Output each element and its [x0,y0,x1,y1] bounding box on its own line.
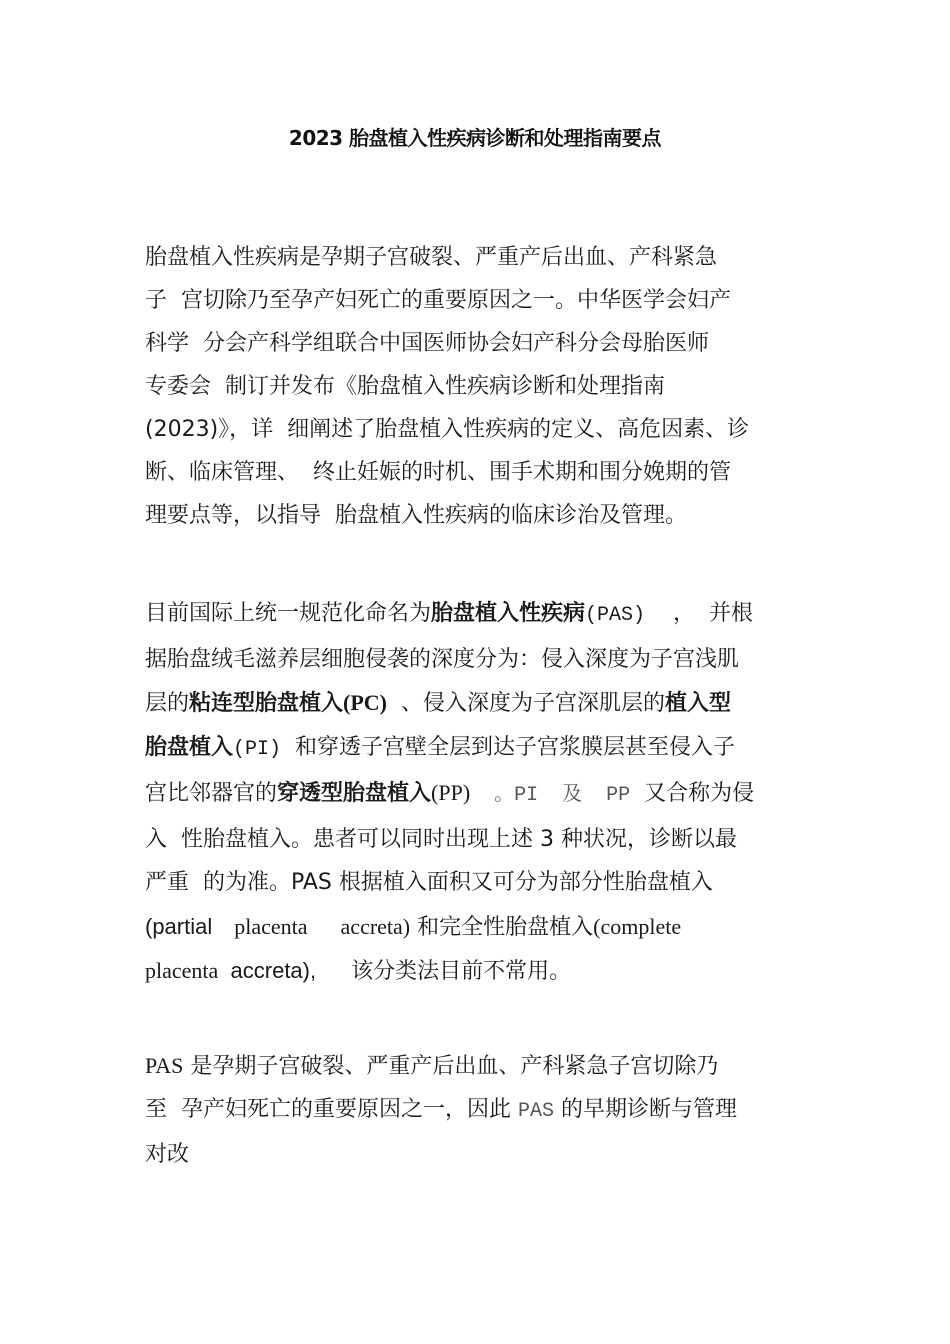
text-run: (complete [593,913,682,939]
paragraph-line [145,1044,805,1088]
text-run: ， 并根 [645,601,754,626]
paragraph-line: 据胎盘绒毛滋养层细胞侵袭的深度分为：侵入深度为子宫浅肌 [145,646,740,672]
text-run: 宫比邻器官的 [145,781,278,806]
paragraph-line: 专委会 制订并发布《胎盘植入性疾病诊断和处理指南 [145,374,665,399]
paragraph-line: 子 宫切除乃至孕产妇死亡的重要原因之一。中华医学会妇产 [145,288,731,313]
bold-term-pas: 胎盘植入性疾病 [431,601,586,626]
text-run: 和完全性胎盘植入 [410,914,594,940]
text-run: 层的 [145,691,190,716]
paragraph-importance [145,1044,805,1176]
text-run: 、侵入深度为子宫深肌层的 [387,691,665,716]
paragraph-line: 对改 [145,1142,190,1167]
text-run: 又合称为侵 [630,781,755,806]
text-run: accreta), [218,958,317,983]
text-run: 的早期诊断与管理 [554,1097,737,1122]
text-run: placenta accreta) [212,913,411,939]
abbr-pas: PAS [517,1100,554,1123]
paragraph-line [145,949,805,994]
paragraph-line [145,592,805,638]
abbr-pas: PAS [145,1053,184,1078]
paragraph-line [145,726,805,772]
paragraph-classification [145,592,805,994]
bold-term-pi-part1: 植入型 [665,691,732,716]
bold-term-pp: 穿透型胎盘植入 [277,781,432,806]
paragraph-line: 科学 分会产科学组联合中国医师协会妇产科分会母胎医师 [145,331,709,356]
bold-term-pc: 粘连型胎盘植入(PC) [189,690,387,715]
paragraph-line [145,905,805,950]
paragraph-line: 断、临床管理、 终止妊娠的时机、围手术期和围分娩期的管 [145,460,731,485]
text-run: 目前国际上统一规范化命名为 [145,601,432,626]
paragraph-line: 胎盘植入性疾病是孕期子宫破裂、严重产后出血、产科紧急 [145,245,718,270]
paragraph-line: 入 性胎盘植入。患者可以同时出现上述 3 种状况，诊断以最 [145,826,737,852]
text-run: 。PI 及 PP [470,784,631,807]
text-run: 是孕期子宫破裂、严重产后出血、产科紧急子宫切除乃 [183,1054,719,1079]
abbr-pas: (PAS) [585,604,646,627]
text-run: 该分类法目前不常用。 [316,959,572,984]
abbr-pi: (PI) [233,737,282,761]
abbr-pp: (PP) [431,780,471,805]
paragraph-intro [145,236,805,537]
bold-term-pi-part2: 胎盘植入 [145,734,234,760]
text-run: placenta [145,958,219,983]
paragraph-line [145,1088,805,1133]
paragraph-line: 理要点等，以指导 胎盘植入性疾病的临床诊治及管理。 [145,503,687,528]
text-run: (partial [145,913,213,939]
text-run: 至 孕产妇死亡的重要原因之一，因此 [145,1097,518,1122]
paragraph-line [145,681,805,726]
paragraph-line [145,771,805,818]
paragraph-line: (2023)》，详 细阐述了胎盘植入性疾病的定义、高危因素、诊 [145,417,750,442]
text-run: 和穿透子宫壁全层到达子宫浆膜层甚至侵入子 [281,734,736,760]
paragraph-line: 严重 的为准。PAS 根据植入面积又可分为部分性胎盘植入 [145,870,713,895]
document-title: 2023 胎盘植入性疾病诊断和处理指南要点 [288,126,662,150]
